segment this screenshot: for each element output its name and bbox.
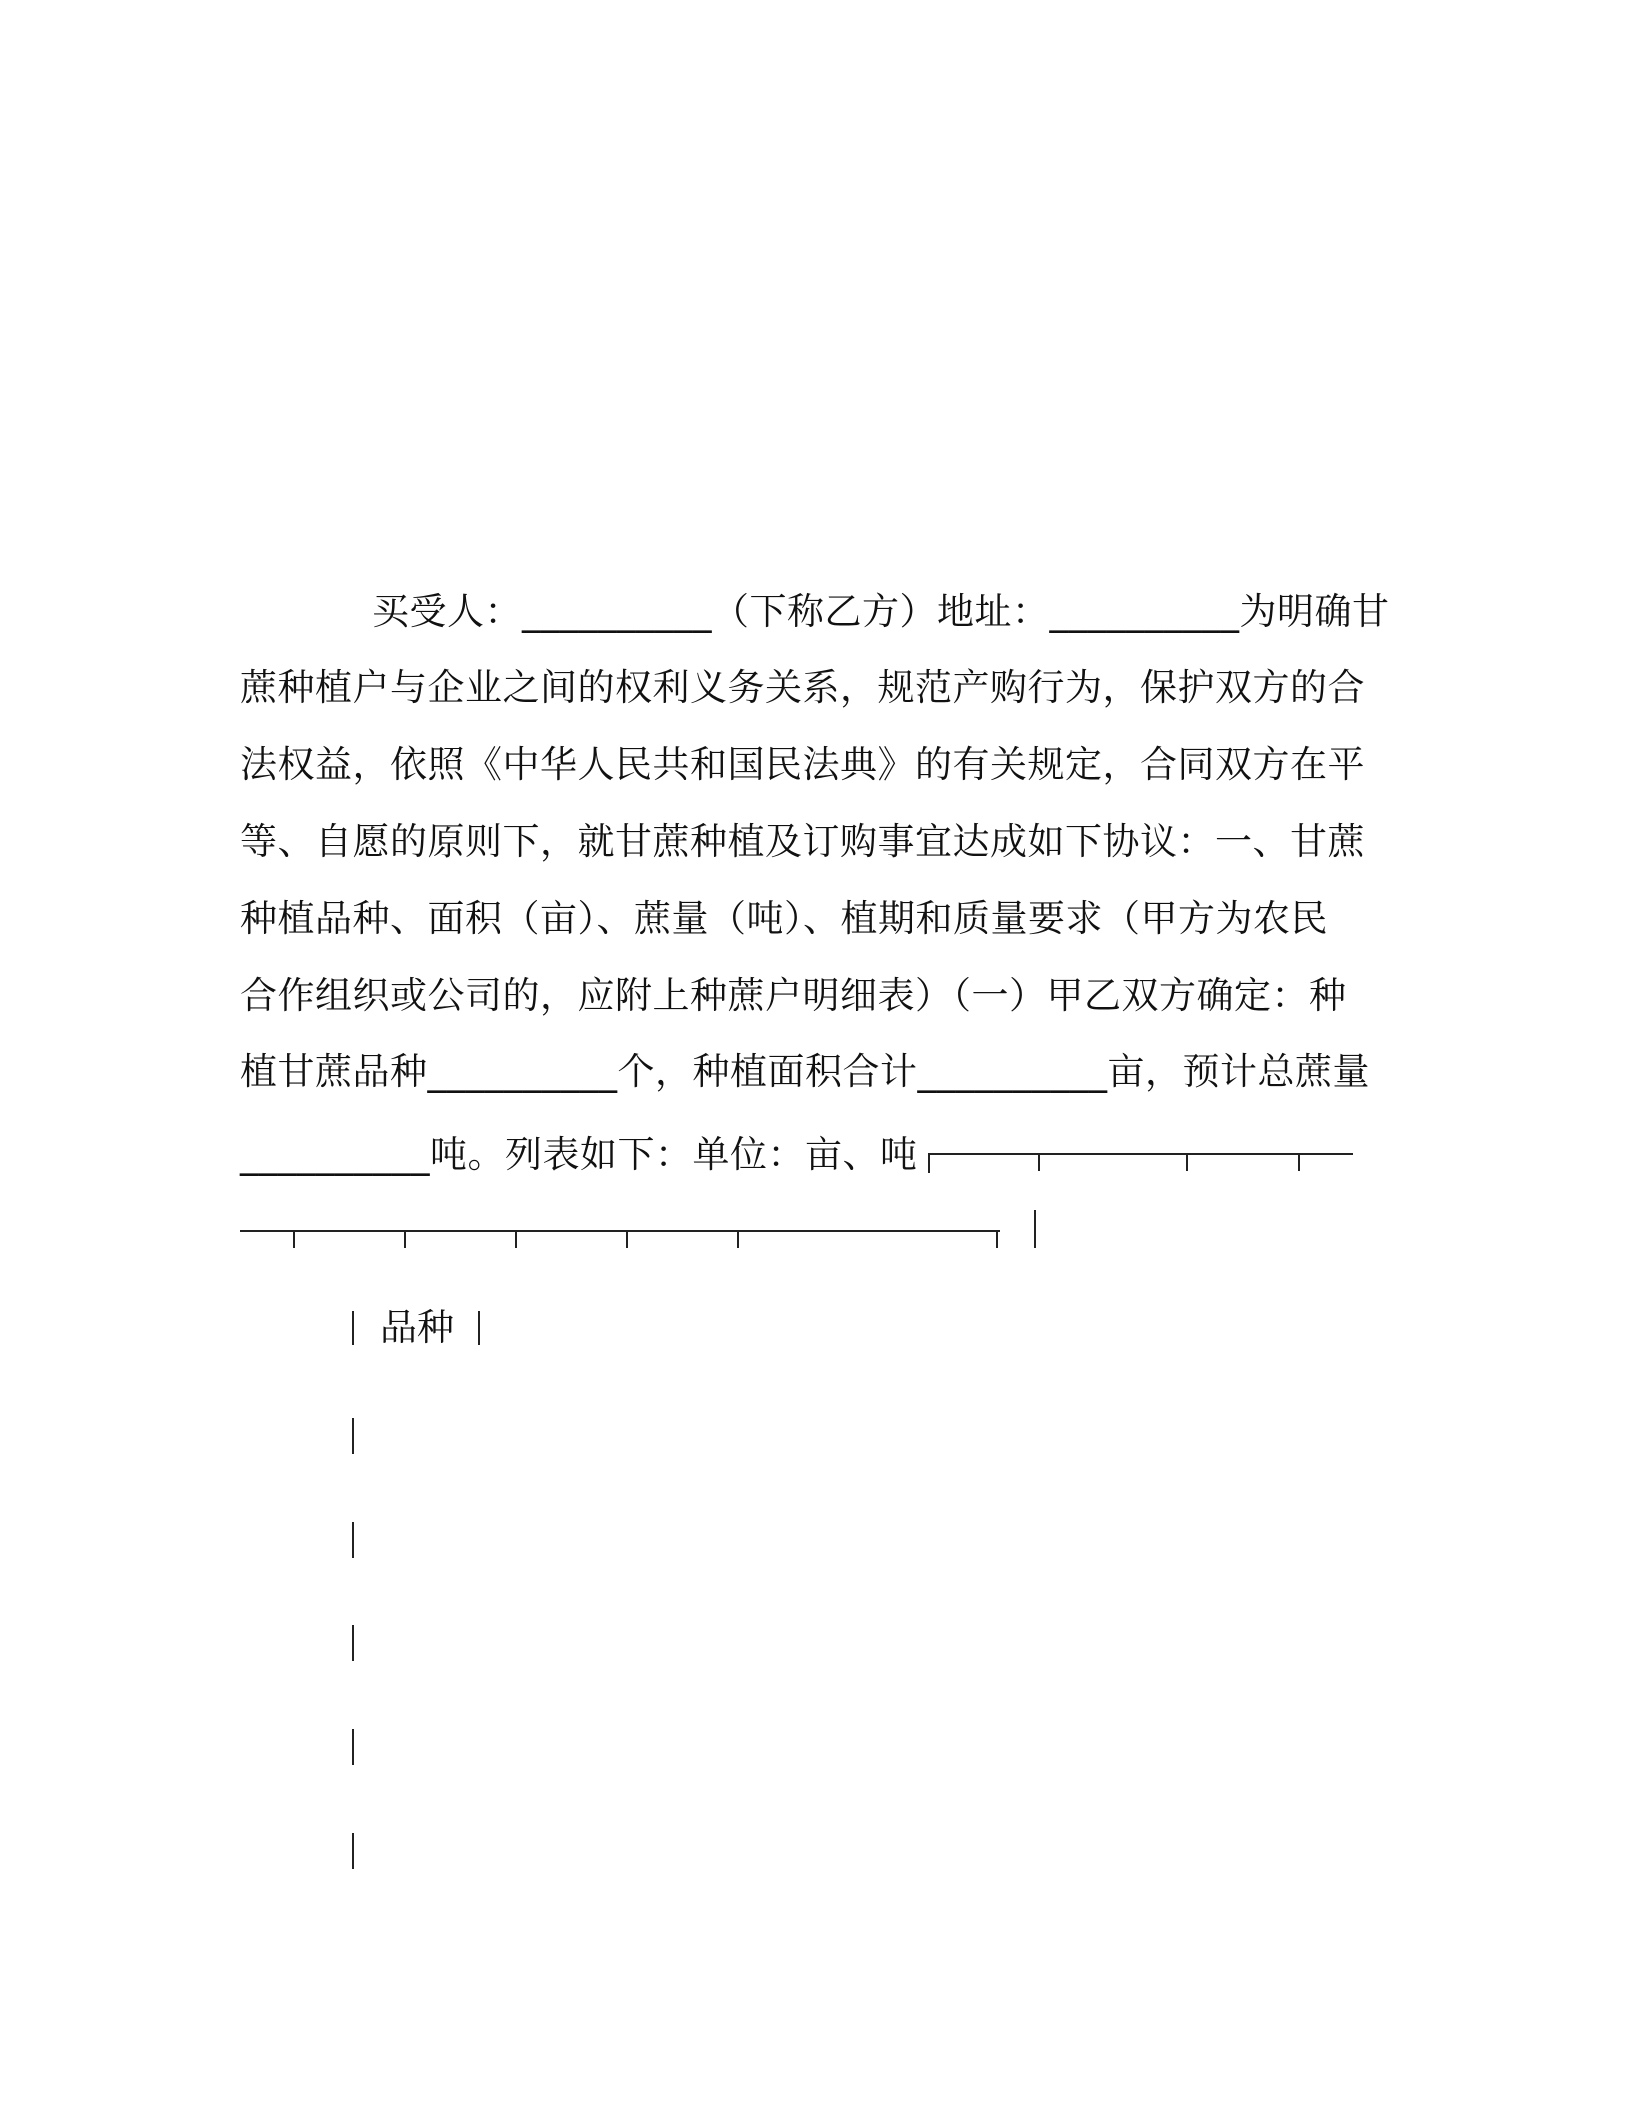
table-row-border: [352, 1522, 354, 1558]
paragraph-line-2: 蔗种植户与企业之间的权利义务关系，规范产购行为，保护双方的合: [240, 666, 1365, 709]
table-column-tick: [1038, 1153, 1040, 1171]
table-border-top: [928, 1153, 1353, 1155]
table-cell-border-left: [352, 1311, 354, 1345]
table-column-tick: [293, 1230, 295, 1248]
paragraph-line-7: 植甘蔗品种__________个，种植面积合计__________亩，预计总蔗量: [240, 1050, 1370, 1093]
paragraph-line-6: 合作组织或公司的，应附上种蔗户明细表）（一）甲乙双方确定：种: [240, 974, 1347, 1017]
paragraph-line-5: 种植品种、面积（亩）、蔗量（吨）、植期和质量要求（甲方为农民: [240, 897, 1328, 940]
table-column-tick: [1298, 1153, 1300, 1171]
table-cell-border-right: [478, 1311, 480, 1345]
table-column-tick: [626, 1230, 628, 1248]
table-column-tick: [404, 1230, 406, 1248]
paragraph-line-8: __________吨。列表如下：单位：亩、吨: [240, 1133, 918, 1176]
table-vertical-divider: [1034, 1210, 1036, 1248]
table-column-tick: [737, 1230, 739, 1248]
table-column-tick: [996, 1230, 998, 1248]
table-column-tick: [1186, 1153, 1188, 1171]
paragraph-line-1: 买受人：__________（下称乙方）地址：__________为明确甘: [372, 590, 1390, 633]
table-border-row: [240, 1230, 1000, 1232]
table-row-border: [352, 1833, 354, 1869]
table-column-tick: [515, 1230, 517, 1248]
table-row-border: [352, 1418, 354, 1454]
table-header-variety: 品种: [380, 1306, 454, 1349]
table-border-top-left-tick: [928, 1153, 930, 1173]
table-row-border: [352, 1729, 354, 1765]
paragraph-line-3: 法权益，依照《中华人民共和国民法典》的有关规定，合同双方在平: [240, 743, 1365, 786]
paragraph-line-4: 等、自愿的原则下，就甘蔗种植及订购事宜达成如下协议：一、甘蔗: [240, 820, 1365, 863]
table-row-border: [352, 1625, 354, 1661]
